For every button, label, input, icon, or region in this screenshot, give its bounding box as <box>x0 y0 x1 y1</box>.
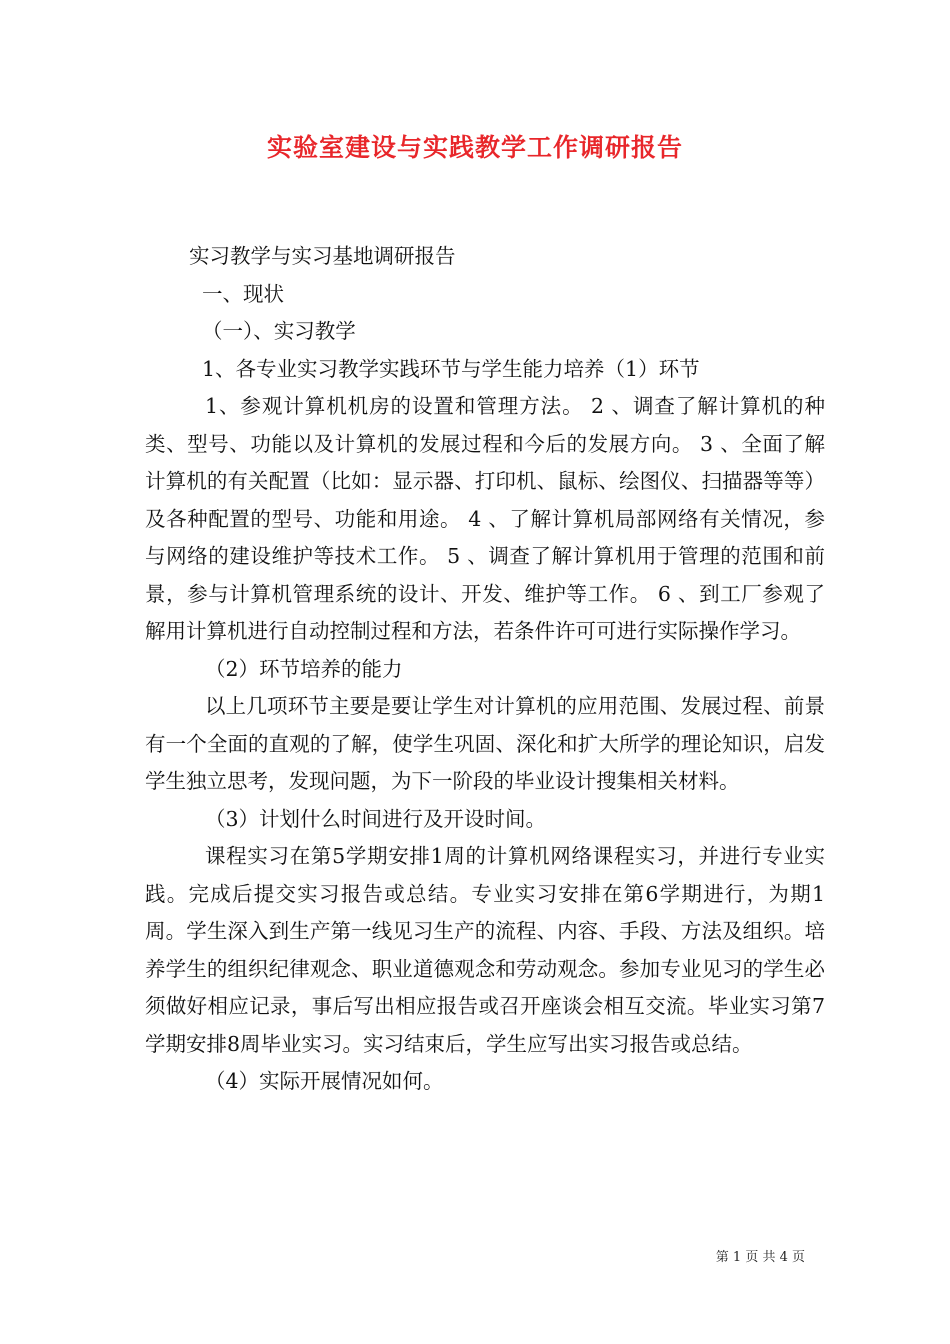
subtitle-line: 实习教学与实习基地调研报告 <box>189 244 456 268</box>
page-number-footer: 第 1 页 共 4 页 <box>715 1250 805 1265</box>
paragraph-steps: 1、参观计算机机房的设置和管理方法。 2 、调查了解计算机的种类、型号、功能以及计算机的发展过程和今后的发展方向。 3 、全面了解计算机的有关配置（比如：显示器、打印机、鼠标、绘图仪、扫描器等等）及各种配置的型号、功能和用途。 4 、了解计算机局部网络有关情况，参与网络的建设维护等技术工作。 5 、调查了解计算机用于管理的范围和前景，参与计算机管理系统的设计、开发、维护等工作。 6 、到工厂参观了解用计算机进行自动控制过程和方法，若条件许可可进行实际操作学习。 <box>145 394 825 643</box>
subheading-abilities: （2）环节培养的能力 <box>205 656 403 681</box>
subheading-schedule: （3）计划什么时间进行及开设时间。 <box>205 806 547 831</box>
section-heading: 一、现状 <box>202 281 284 306</box>
subheading-actual: （4）实际开展情况如何。 <box>205 1069 444 1093</box>
subsection-heading: （一）、实习教学 <box>202 319 356 343</box>
paragraph-schedule: 课程实习在第5学期安排1周的计算机网络课程实习，并进行专业实践。完成后提交实习报告或总结。专业实习安排在第6学期进行，为期1周。学生深入到生产第一线见习生产的流程、内容、手段、方法及组织。培养学生的组织纪律观念、职业道德观念和劳动观念。参加专业见习的学生必须做好相应记录，事后写出相应报告或召开座谈会相互交流。毕业实习第7学期安排8周毕业实习。实习结束后，学生应写出实习报告或总结。 <box>145 844 825 1056</box>
document-body <box>145 238 825 1101</box>
document-title: 实验室建设与实践教学工作调研报告 <box>266 133 683 162</box>
paragraph-abilities: 以上几项环节主要是要让学生对计算机的应用范围、发展过程、前景有一个全面的直观的了解，使学生巩固、深化和扩大所学的理论知识，启发学生独立思考，发现问题，为下一阶段的毕业设计搜集相关材料。 <box>145 694 825 793</box>
item-heading: 1、各专业实习教学实践环节与学生能力培养（1）环节 <box>202 356 700 381</box>
